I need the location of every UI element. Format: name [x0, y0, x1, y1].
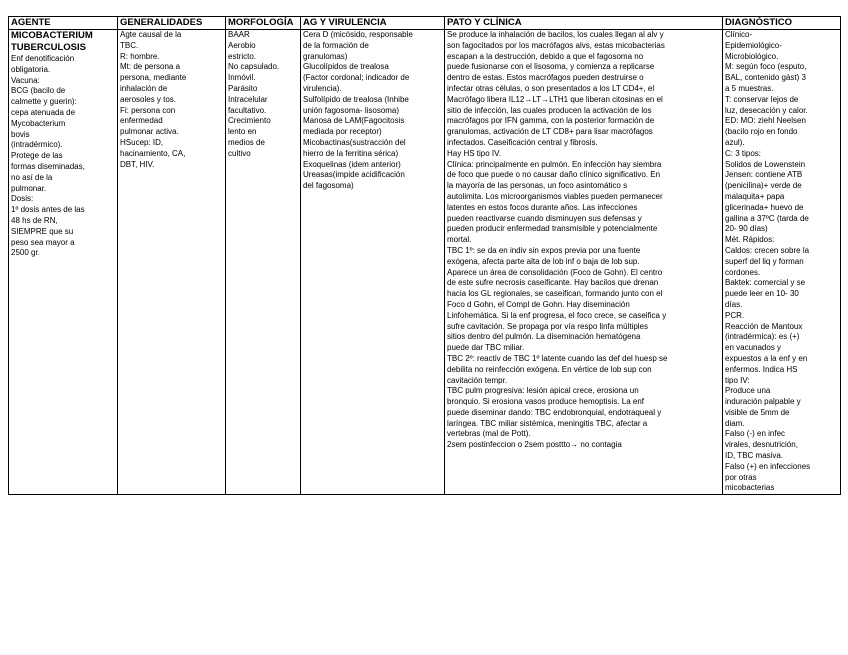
- text-line: pulmonar.: [11, 183, 47, 193]
- text-line: Micobactinas(sustracción del: [303, 137, 406, 147]
- text-line: pueden reactivarse cuando disminuyen sus defensas y: [447, 213, 642, 223]
- text-line: PCR.: [725, 310, 745, 320]
- text-line: Manosa de LAM(Fagocitosis: [303, 116, 405, 126]
- text-line: cultivo: [228, 148, 251, 158]
- text-line: infectar otras células, o son presentados a los LT CD4+, el: [447, 83, 655, 93]
- text-line: Dosis:: [11, 194, 34, 204]
- text-line: formas diseminadas,: [11, 161, 85, 171]
- text-line: escapan a la destrucción, debido a que el fagosoma no: [447, 51, 644, 61]
- text-line: hacia los GL regionales, se caseifican, formando junto con el: [447, 289, 663, 299]
- agent-body: [11, 54, 115, 259]
- text-line: micobacterias: [725, 483, 775, 493]
- text-line: Sulfolípido de trealosa (Inhibe: [303, 94, 409, 104]
- text-line: DBT, HIV.: [120, 159, 155, 169]
- text-line: medios de: [228, 137, 265, 147]
- text-line: hierro de la ferritina sérica): [303, 148, 399, 158]
- text-line: Protege de las: [11, 151, 63, 161]
- text-line: Inmóvil.: [228, 73, 256, 83]
- text-line: puede dar TBC miliar.: [447, 343, 525, 353]
- text-line: Caldos: crecen sobre la: [725, 245, 810, 255]
- text-line: laríngea. TBC miliar sistémica, meningitis TBC, afectar a: [447, 418, 648, 428]
- text-line: glicerinada+ huevo de: [725, 202, 804, 212]
- text-line: TBC.: [120, 40, 139, 50]
- text-line: obligatoria.: [11, 64, 51, 74]
- text-line: Mét. Rápidos:: [725, 235, 775, 245]
- text-line: (bacilo rojo en fondo: [725, 127, 798, 137]
- text-line: Epidemiológico-: [725, 40, 782, 50]
- text-line: pueden producir enfermedad transmisible y potencialmente: [447, 224, 658, 234]
- header-agente: AGENTE: [9, 17, 118, 30]
- diagnostico-cell: [723, 30, 841, 495]
- text-line: sitios dentro del pulmón. La diseminación hematógena: [447, 332, 641, 342]
- text-line: de foco que puede o no causar daño clínico significativo. En: [447, 170, 661, 180]
- text-line: facultativo.: [228, 105, 267, 115]
- text-line: granulomas): [303, 51, 348, 61]
- text-line: ED: MO: ziehl Neelsen: [725, 116, 806, 126]
- text-line: expuestos a la enf y en: [725, 353, 808, 363]
- text-line: M: según foco (esputo,: [725, 62, 807, 72]
- text-line: diam.: [725, 418, 745, 428]
- header-morfologia: MORFOLOGÍA: [226, 17, 301, 30]
- text-line: Crecimiento: [228, 116, 271, 126]
- text-line: Falso (+) en infecciones: [725, 461, 811, 471]
- text-line: Glucolípidos de trealosa: [303, 62, 389, 72]
- text-line: Clínica: principalmente en pulmón. En infección hay siembra: [447, 159, 662, 169]
- text-line: visible de 5mm de: [725, 407, 790, 417]
- text-line: superf del liq y forman: [725, 256, 804, 266]
- text-line: Macrófago libera IL12→LT→LTH1 que liberan citosinas en el: [447, 94, 663, 104]
- text-line: BCG (bacilo de: [11, 86, 66, 96]
- text-line: macrófagos por IFN gamma, con la posterior formación de: [447, 116, 655, 126]
- text-line: luz, desecación y calor.: [725, 105, 808, 115]
- header-generalidades: GENERALIDADES: [118, 17, 226, 30]
- text-line: R: hombre.: [120, 51, 160, 61]
- text-line: Reacción de Mantoux: [725, 321, 803, 331]
- text-line: Solidos de Lowenstein: [725, 159, 806, 169]
- text-line: Linfohemática. Si la enf progresa, el foco crece, se caseifica y: [447, 310, 667, 320]
- text-line: Mycobacterium: [11, 118, 66, 128]
- text-line: exógena, afecta parte alta de lob inf o baja de lob sup.: [447, 256, 640, 266]
- text-line: T: conservar lejos de: [725, 94, 799, 104]
- text-line: 2500 gr.: [11, 248, 40, 258]
- text-line: pulmonar activa.: [120, 127, 179, 137]
- text-line: Enf denotificación: [11, 54, 75, 63]
- content-row: [9, 30, 841, 495]
- text-line: Fi: persona con: [120, 105, 176, 115]
- text-line: Aerobio: [228, 40, 256, 50]
- text-line: aerosoles y tos.: [120, 94, 177, 104]
- text-line: tipo IV:: [725, 375, 750, 385]
- text-line: hacinamiento, CA,: [120, 148, 186, 158]
- text-line: Ureasas(impide acidificación: [303, 170, 405, 180]
- text-line: por otras: [725, 472, 757, 482]
- text-line: TBC 1º: se da en indiv sin expos previa por una fuente: [447, 245, 641, 255]
- text-line: debilita no reinfección exógena. En vértice de lob sup con: [447, 364, 652, 374]
- text-line: cordones.: [725, 267, 761, 277]
- text-line: (intradérmico).: [11, 140, 63, 150]
- header-row: [9, 17, 841, 30]
- text-line: días.: [725, 299, 743, 309]
- text-line: azul).: [725, 137, 745, 147]
- text-line: sitio de infección, las cuales producen la activación de los: [447, 105, 652, 115]
- text-line: inhalación de: [120, 83, 168, 93]
- text-line: 1º dosis antes de las: [11, 205, 85, 215]
- text-line: enfermedad: [120, 116, 163, 126]
- text-line: 48 hs de RN,: [11, 215, 58, 225]
- text-line: TBC 2º: reactiv de TBC 1º latente cuando las def del huesp se: [447, 353, 668, 363]
- text-line: a 5 muestras.: [725, 83, 774, 93]
- text-line: puede fusionarse con el lisosoma, y comienza a replicarse: [447, 62, 655, 72]
- text-line: Se produce la inhalación de bacilos, los cuales llegan al alv y: [447, 30, 664, 39]
- header-virulencia: AG Y VIRULENCIA: [301, 17, 445, 30]
- text-line: Baktek: comercial y se: [725, 278, 806, 288]
- content-table: [8, 16, 841, 495]
- agent-cell: [9, 30, 118, 495]
- text-line: Exoquelinas (idem anterior): [303, 159, 401, 169]
- text-line: Hay HS tipo IV.: [447, 148, 501, 158]
- text-line: Agte causal de la: [120, 30, 182, 39]
- text-line: dentro de estas. Estos macrófagos pueden destruirse o: [447, 73, 644, 83]
- text-line: TBC pulm progresiva: lesión apical crece, erosiona un: [447, 386, 639, 396]
- text-line: unión fagosoma- lisosoma): [303, 105, 400, 115]
- text-line: Clínico-: [725, 30, 753, 39]
- text-line: BAAR: [228, 30, 250, 39]
- text-line: bovis: [11, 129, 30, 139]
- text-line: peso sea mayor a: [11, 237, 75, 247]
- text-line: enfermos. Indica HS: [725, 364, 798, 374]
- text-line: 20- 90 días): [725, 224, 768, 234]
- text-line: persona, mediante: [120, 73, 187, 83]
- text-line: Mt: de persona a: [120, 62, 181, 72]
- text-line: virales, desnutrición,: [725, 440, 798, 450]
- generalidades-cell: [118, 30, 226, 495]
- header-patologia: PATO Y CLÍNICA: [445, 17, 723, 30]
- text-line: puede leer en 10- 30: [725, 289, 799, 299]
- text-line: en vacunados y: [725, 343, 782, 353]
- text-line: latentes en estos focos durante años. Las infecciones: [447, 202, 638, 212]
- text-line: (Factor cordonal; indicador de: [303, 73, 410, 83]
- text-line: virulencia).: [303, 83, 342, 93]
- morfologia-cell: [226, 30, 301, 495]
- text-line: Jensen: contiene ATB: [725, 170, 803, 180]
- virulencia-cell: [301, 30, 445, 495]
- text-line: la mayoría de las personas, un foco asintomático s: [447, 181, 628, 191]
- text-line: autolimita. Los microorganismos viables pueden permanecer: [447, 191, 663, 201]
- text-line: Vacuna:: [11, 75, 40, 85]
- text-line: induración palpable y: [725, 397, 801, 407]
- text-line: Microbiológico.: [725, 51, 779, 61]
- text-line: bronquio. Si erosiona vasos produce hemoptisis. La enf: [447, 397, 645, 407]
- text-line: estricto.: [228, 51, 257, 61]
- text-line: HSucep: ID,: [120, 137, 164, 147]
- text-line: Falso (-) en infec: [725, 429, 786, 439]
- text-line: BAL, contenido gást) 3: [725, 73, 806, 83]
- text-line: son fagocitados por los macrófagos alvs, estas micobacterias: [447, 40, 665, 50]
- text-line: malaquita+ papa: [725, 191, 785, 201]
- patologia-cell: [445, 30, 723, 495]
- text-line: lento en: [228, 127, 257, 137]
- text-line: puede diseminar dando: TBC endobronquial, endotraqueal y: [447, 407, 662, 417]
- text-line: Aparece un área de consolidación (Foco de Gohn). El centro: [447, 267, 663, 277]
- agent-title-line: MICOBACTERIUM: [11, 30, 93, 41]
- text-line: mortal.: [447, 235, 472, 245]
- text-line: de la formación de: [303, 40, 369, 50]
- text-line: C: 3 tipos:: [725, 148, 762, 158]
- text-line: calmette y guerin):: [11, 97, 77, 107]
- text-line: Produce una: [725, 386, 771, 396]
- text-line: 2sem postinfeccion o 2sem posttto→ no contagia: [447, 440, 622, 450]
- header-diagnostico: DIAGNÓSTICO: [723, 17, 841, 30]
- text-line: SIEMPRE que su: [11, 226, 74, 236]
- agent-title: [11, 30, 115, 54]
- text-line: no así de la: [11, 172, 53, 182]
- text-line: vertebras (mal de Pott).: [447, 429, 531, 439]
- text-line: Intracelular: [228, 94, 268, 104]
- text-line: (intradérmica): es (+): [725, 332, 800, 342]
- text-line: Foco d Gohn, el Compl de Gohn. Hay diseminación: [447, 299, 630, 309]
- text-line: cepa atenuada de: [11, 107, 76, 117]
- text-line: No capsulado.: [228, 62, 280, 72]
- text-line: Parásito: [228, 83, 258, 93]
- text-line: infectados. Caseificación central y fibrosis.: [447, 137, 598, 147]
- text-line: granulomas, activación de LT CD8+ para lisar macrófagos: [447, 127, 653, 137]
- text-line: sufre cavitación. Se propaga por vía respo linfa múltiples: [447, 321, 648, 331]
- text-line: mediada por receptor): [303, 127, 382, 137]
- text-line: cavitación tempr.: [447, 375, 508, 385]
- text-line: gallina a 37ºC (tarda de: [725, 213, 809, 223]
- text-line: del fagosoma): [303, 181, 354, 191]
- text-line: ID, TBC masiva.: [725, 451, 784, 461]
- text-line: Cera D (micósido, responsable: [303, 30, 413, 39]
- agent-title-line: TUBERCULOSIS: [11, 42, 86, 53]
- text-line: (penicilina)+ verde de: [725, 181, 802, 191]
- text-line: de este sufre necrosis caseificante. Hay bacilos que drenan: [447, 278, 659, 288]
